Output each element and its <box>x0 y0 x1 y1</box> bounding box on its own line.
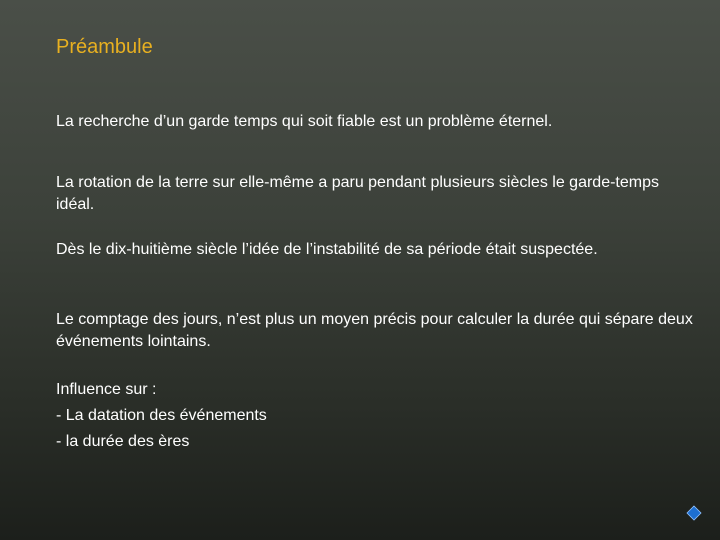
influence-item-eras: - la durée des ères <box>56 433 190 450</box>
slide-title: Préambule <box>56 36 153 58</box>
influence-item-dating: - La datation des événements <box>56 407 267 424</box>
paragraph-day-counting: Le comptage des jours, n’est plus un moyen précis pour calculer la durée qui sépare deux événements lointains. <box>56 311 693 350</box>
diamond-nav-icon[interactable] <box>686 505 702 521</box>
paragraph-instability: Dès le dix-huitième siècle l’idée de l’instabilité de sa période était suspectée. <box>56 241 598 258</box>
influence-list <box>56 377 696 455</box>
paragraph-earth-rotation: La rotation de la terre sur elle-même a paru pendant plusieurs siècles le garde-temps idéal. <box>56 174 659 213</box>
paragraph-reliable-timekeeper: La recherche d’un garde temps qui soit fiable est un problème éternel. <box>56 113 553 130</box>
influence-heading: Influence sur : <box>56 381 157 398</box>
